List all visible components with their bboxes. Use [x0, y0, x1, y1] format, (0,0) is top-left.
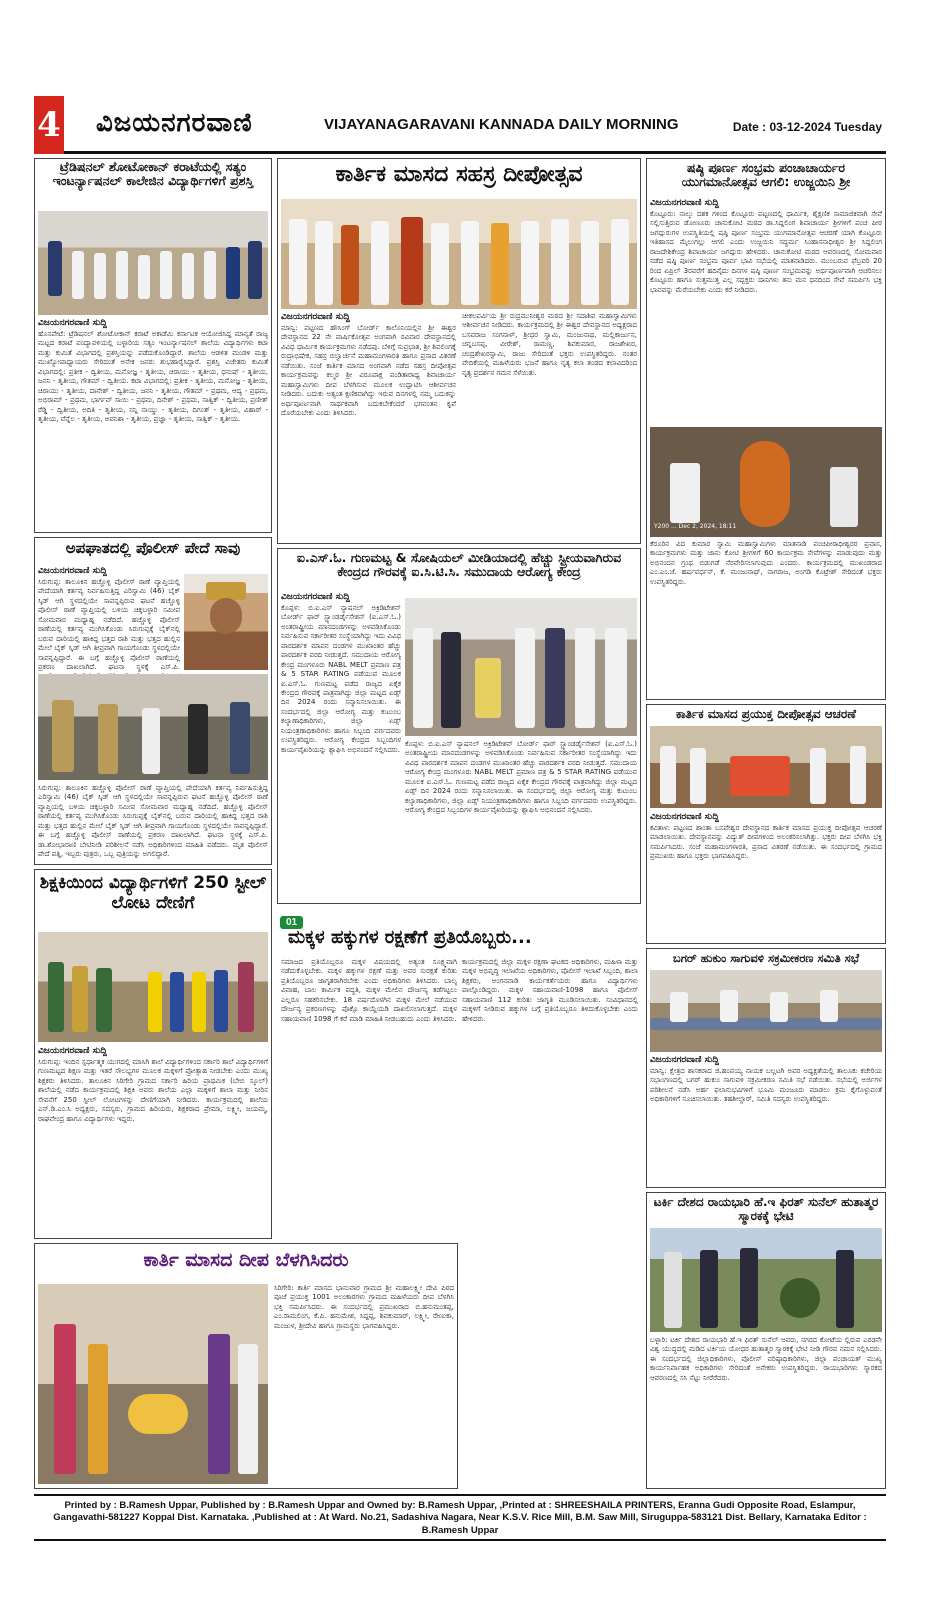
- bagar-headline: ಬಗರ್ ಹುಕುಂ ಸಾಗುವಳಿ ಸಕ್ರಮೀಕರಣ ಸಮಿತಿ ಸಭೆ: [672, 951, 860, 965]
- shashti-byline: ವಿಜಯನಗರವಾಣಿ ಸುದ್ದಿ: [650, 198, 719, 208]
- turkey-memorial-photo: [650, 1228, 882, 1332]
- karate-body: ಹೊಸಪೇಟೆ: ಟ್ರೆಡಿಷನಲ್ ಶೋಟೋಕಾನ್ ಕರಾಟೆ ಅಕಾಡೆಮಿ ಕರ್ನಾಟಕ ಆಯೋಜಿಸಿದ್ದ ಮಾನ್ಯತೆ ರಾಜ್ಯ ಮಟ್ಟದ ಕರಾಟೆ ಪಂದ್ಯಾವಳಿಯಲ್ಲಿ ಬಳ್ಳಾರಿಯ ಸತ್ಯಂ ಇಂಟರ್ನ್ಯಾಷನಲ್ ಶಾಲೆಯ ವಿದ್ಯಾರ್ಥಿಗಳು ಕಟಾ ಮತ್ತು ಕುಮಿತೆ ವಿಭಾಗದಲ್ಲಿ ಪ್ರಶಸ್ತಿಯನ್ನು ಪಡೆದುಕೊಂಡಿದ್ದಾರೆ. ಶಾಲೆಯ ಆಡಳಿತ ಮಂಡಳಿ ಮತ್ತು ಮುಖ್ಯೋಪಾಧ್ಯಾಯರು ಸೇರಿದಂತೆ ಅನೇಕ ಜನರು ಶುಭಹಾರೈಸಿದ್ದಾರೆ. ಪ್ರಶಸ್ತಿ ವಿಜೇತರು ಕುಮಿತೆ ವಿಭಾಗದಲ್ಲಿ: ಪ್ರತೀಕ - ದ್ವಿತೀಯ, ಮನೋಜ್ಞ - ತೃತೀಯ, ಚಿರಾಯು - ತೃತೀಯ, ಧನುಷ್ - ತೃತೀಯ, ಜನನಿ - ತೃತೀಯ, ಗೌತಮ್ - ದ್ವಿತೀಯ. ಕಟಾ ವಿಭಾಗದಲ್ಲಿ: ಪ್ರತೀಕ - ತೃತೀಯ, ಮನೋಜ್ಞ - ತೃತೀಯ, ಚಿರಾಯು - ತೃತೀಯ, ದಾನೇಶ್ - ದ್ವಿತೀಯ, ಜನನಿ - ತೃತೀಯ, ಗೌತಮ್ - ಪ್ರಥಮ, ಆದ್ಯ - ಪ್ರಥಮ, ಅಭಿರಾಮ್ - ಪ್ರಥಮ, ಭಾರ್ಗವ್ ಸಾಯಿ - ಪ್ರಥಮ, ದಿನೇಶ್ - ಪ್ರಥಮ, ಸಾತ್ವಿಕ್ - ದ್ವಿತೀಯ, ಪ್ರಣೀತ್ ರೆಡ್ಡಿ - ದ್ವಿತೀಯ, ಅದಿತಿ - ತೃತೀಯ, ಸನ್ನಿ ನಾಯ್ಡು - ತೃತೀಯ, ದಿಗಂತ್ - ತೃತೀಯ, ವಿಹಾರ್ - ತೃತೀಯ, ವೆನ್ನೆಲ - ತೃತೀಯ, ಅವನಿಶಾ - ತೃತೀಯ, ಪ್ರಜ್ಞಾ - ತೃತೀಯ, ಸಾತ್ವಿಕ್ - ತೃತೀಯ.: [38, 330, 268, 423]
- shashti-headline: ಷಷ್ಠಿ ಪೂರ್ಣ ಸಂಭ್ರಮ ಪಂಚಾಚಾರ್ಯರ ಯುಗಮಾನೋತ್ಸವ ಆಗಲಿ: ಉಜ್ಜಯಿನಿ ಶ್ರೀ: [681, 160, 851, 190]
- bagar-meeting-photo: [650, 970, 882, 1052]
- masthead: [34, 96, 886, 154]
- deepa-photo: [38, 1284, 268, 1484]
- police-body-intro: ಸಿರುಗುಪ್ಪ: ತಾಲೂಕಿನ ಹಚ್ಚೊಳ್ಳಿ ಪೊಲೀಸ್ ಠಾಣೆ ವ್ಯಾಪ್ತಿಯಲ್ಲಿ ಪೇದೆಯಾಗಿ ಕರ್ತವ್ಯ ನಿರ್ವಹಿಸುತ್ತಿದ್ದ ಎರಿಸ್ವಾಮಿ (46) ಬೈಕ್ ಸ್ಕಿಡ್ ಆಗಿ ಸ್ಥಳದಲ್ಲಿಯೇ ಸಾವನ್ನಪ್ಪಿರುವ ಘಟನೆ ಹಚ್ಚೊಳ್ಳಿ ಪೊಲೀಸ್ ಠಾಣೆ ವ್ಯಾಪ್ತಿಯಲ್ಲಿ ಬಳಿಯ ಚಿಕ್ಕಬಳ್ಳಾರಿ ಸಮೀಪ ಸೋಮವಾರ ಮಧ್ಯಾಹ್ನ ನಡೆದಿದೆ. ಹಚ್ಚೊಳ್ಳಿ ಪೊಲೀಸ್ ಠಾಣೆಯಲ್ಲಿ ಕರ್ತವ್ಯ ಮುಗಿಸಿಕೊಂಡು ಸಿರುಗುಪ್ಪಕ್ಕೆ ಬೈಕ್‌ನಲ್ಲಿ ಬರುವ ದಾರಿಯಲ್ಲಿ ಹಾಕಿದ್ದ ಭತ್ತದ ರಾಶಿ ಮತ್ತು ಭತ್ತದ ಹುಲ್ಲಿನ ಮೇಲೆ ಬೈಕ್ ಸ್ಕಿಡ್ ಆಗಿ ತೀವ್ರವಾಗಿ ಗಾಯಗೊಂಡು ಸ್ಥಳದಲ್ಲಿಯೇ ಸಾವನ್ನಪ್ಪಿದ್ದಾರೆ. ಈ ಬಗ್ಗೆ ಹಚ್ಚೊಳ್ಳಿ ಪೊಲೀಸ್ ಠಾಣೆಯಲ್ಲಿ ಪ್ರಕರಣ ದಾಖಲಾಗಿದೆ. ಘಟನಾ ಸ್ಥಳಕ್ಕೆ ಎಸ್.ಪಿ.: [38, 578, 180, 671]
- ecrc-body: ಕೊಪ್ಪಳ: ಬಿ.ಐ.ಎಸ್ ನ್ಯಾಷನಲ್ ಅಕ್ರಿಡಿಟೇಶನ್ ಬೋರ್ಡ್ ಫಾರ್ ಸ್ಟ್ಯಾಂಡರ್ಡೈಸೇಶನ್ (ಐ.ಎಸ್.ಓ.) ಅಂತರಾಷ್ಟ್ರೀಯ ಮಾನದಂಡಗಳನ್ನು ಅಳವಡಿಸಿಕೊಂಡು ನಿರ್ವಹಿಸುವ ಸರ್ಕಾರೀತರ ಸಂಸ್ಥೆಯಾಗಿದ್ದು ಇದು ವಿವಿಧ ಪಾರದರ್ಶಕ ಮಾಪನ ದಂಡಗಳ ಮುಖಾಂತರ ಹೆಚ್ಚು ಪಾರದರ್ಶಕ ವರದಿ ನೀಡುತ್ತದೆ. ಸಮುದಾಯ ಆರೋಗ್ಯ ಕೇಂದ್ರ ಮಂಗಳೂರು NABL MELT ಪ್ರಮಾಣ ಪತ್ರ & 5 STAR RATING ಪಡೆಯುವ ಮೂಲಕ ಐ.ಎಸ್.ಓ. ಗುಣಮಟ್ಟ ಪಡೆದ ರಾಜ್ಯದ ಏಕೈಕ ಕೇಂದ್ರದ ಗೌರವಕ್ಕೆ ಪಾತ್ರವಾಗಿದ್ದು ಜಿಲ್ಲಾ ಮಟ್ಟದ ಏಡ್ಸ್ ದಿನ 2024 ರಂದು ಸನ್ಮಾನಿಸಲಾಯಿತು. ಈ ಸಂದರ್ಭದಲ್ಲಿ ಜಿಲ್ಲಾ ಆರೋಗ್ಯ ಮತ್ತು ಕುಟುಂಬ ಕಲ್ಯಾಣಾಧಿಕಾರಿಗಳು, ಜಿಲ್ಲಾ ಏಡ್ಸ್ ನಿಯಂತ್ರಣಾಧಿಕಾರಿಗಳು ಹಾಗೂ ಸಿಬ್ಬಂದಿ ವರ್ಗದವರು ಉಪಸ್ಥಿತರಿದ್ದರು. ಆರೋಗ್ಯ ಕೇಂದ್ರದ ಸಿಬ್ಬಂದಿಗಳ ಕಾರ್ಯವೈಖರಿಯನ್ನು ಶ್ಲಾಘಿಸಿ ಅಭಿನಂದನೆ ಸಲ್ಲಿಸಿದರು.: [281, 604, 401, 754]
- children-body-right: ಕಾರ್ಯಕ್ರಮದಲ್ಲಿ ಜಿಲ್ಲಾ ಮಕ್ಕಳ ರಕ್ಷಣಾ ಘಟಕದ ಅಧಿಕಾರಿಗಳು, ಮಹಿಳಾ ಮತ್ತು ಮಕ್ಕಳ ಅಭಿವೃದ್ಧಿ ಇಲಾಖೆಯ ಅಧಿಕಾರಿಗಳು, ಪೊಲೀಸ್ ಇಲಾಖೆ ಸಿಬ್ಬಂದಿ, ಶಾಲಾ ಶಿಕ್ಷಕರು, ಅಂಗನವಾಡಿ ಕಾರ್ಯಕರ್ತೆಯರು ಹಾಗೂ ವಿದ್ಯಾರ್ಥಿಗಳು ಪಾಲ್ಗೊಂಡಿದ್ದರು. ಮಕ್ಕಳ ಸಹಾಯವಾಣಿ-1098 ಹಾಗೂ ಪೊಲೀಸ್ ಸಹಾಯವಾಣಿ 112 ಕುರಿತು ಜಾಗೃತಿ ಮೂಡಿಸಲಾಯಿತು. ಸಂವಿಧಾನದಲ್ಲಿ ಮಕ್ಕಳಿಗೆ ನೀಡಿರುವ ಹಕ್ಕುಗಳ ಬಗ್ಗೆ ಪ್ರತಿಯೊಬ್ಬರೂ ತಿಳಿದುಕೊಳ್ಳಬೇಕು ಎಂದು ಹೇಳಿದರು.: [462, 958, 638, 1023]
- turkey-headline: ಟರ್ಕಿ ದೇಶದ ರಾಯಭಾರಿ ಹೆ.ಇ ಫಿರತ್ ಸುನೆಲ್ ಹುತಾತ್ಮರ ಸ್ಮಾರಕಕ್ಕೆ ಭೇಟಿ: [653, 1195, 879, 1223]
- masthead-english-title: VIJAYANAGARAVANI KANNADA DAILY MORNING: [324, 116, 679, 133]
- karate-headline: ಟ್ರೆಡಿಷನಲ್ ಶೋಟೋಕಾನ್ ಕರಾಟೆಯಲ್ಲಿ ಸತ್ಯಂ ಇಂಟರ್ನ್ಯಾಷನಲ್ ಕಾಲೇಜಿನ ವಿದ್ಯಾರ್ಥಿಗಳಿಗೆ ಪ್ರಶಸ್ತಿ: [52, 159, 254, 189]
- masthead-title: ವಿಜಯನಗರವಾಣಿ: [96, 108, 253, 138]
- teacher-body: ಸಿರುಗುಪ್ಪ: ಇಂದಿನ ಸ್ಪರ್ಧಾತ್ಮಕ ಯುಗದಲ್ಲಿ ಮಾಸಿಗಿ ಶಾಲೆ ವಿದ್ಯಾರ್ಥಿಗಳಿಂದ ಸರ್ಕಾರಿ ಶಾಲೆ ವಿದ್ಯಾರ್ಥಿಗಳಿಗೆ ಗುಣಮಟ್ಟದ ಶಿಕ್ಷಣ ಮತ್ತು ಇತರೆ ಸೌಲಭ್ಯಗಳ ಮೂಲಕ ಮಕ್ಕಳಿಗೆ ಪ್ರೋತ್ಸಾಹ ನೀಡಬೇಕು ಎಂದು ಮುಖ್ಯ ಶಿಕ್ಷಕರು ತಿಳಿಸಿದರು. ತಾಲೂಕಿನ ಸಿರಿಗೇರಿ ಗ್ರಾಮದ ಸರ್ಕಾರಿ ಹಿರಿಯ ಪ್ರಾಥಮಿಕ (ಬೇಬಿ ಸ್ಕೂಲ್) ಶಾಲೆಯಲ್ಲಿ ನಡೆದ ಕಾರ್ಯಕ್ರಮದಲ್ಲಿ ಶಿಕ್ಷಕಿ ಅವರು ಶಾಲೆಯ ಎಲ್ಲಾ ಮಕ್ಕಳಿಗೆ ಶಾಲಾ ಮತ್ತು ನೀರಿನ ಸೇವನೆಗೆ 250 ಸ್ಟೀಲ್ ಲೋಟಗಳನ್ನು ದೇಣಿಗೆಯಾಗಿ ನೀಡಿದರು. ಕಾರ್ಯಕ್ರಮದಲ್ಲಿ ಶಾಲೆಯ ಎಸ್.ಡಿ.ಎಂ.ಸಿ ಅಧ್ಯಕ್ಷರು, ಸದಸ್ಯರು, ಗ್ರಾಮದ ಹಿರಿಯರು, ಶಿಕ್ಷಕರಾದ ಪ್ರೇಮಾ, ಲಕ್ಷ್ಮೀ, ಜಯಮ್ಮ, ರಾಘವೇಂದ್ರ ಹಾಗೂ ವಿದ್ಯಾರ್ಥಿಗಳು ಇದ್ದರು.: [38, 1058, 268, 1123]
- bagar-body: ಮಾನ್ವಿ: ಕ್ಷೇತ್ರದ ಶಾಸಕರಾದ ಜಿ.ಹಂಪಯ್ಯ ನಾಯಕ ಬಲ್ಲಟಗಿ ಅವರ ಅಧ್ಯಕ್ಷತೆಯಲ್ಲಿ ತಾಲೂಕು ಕಚೇರಿಯ ಸಭಾಂಗಣದಲ್ಲಿ ಬಗರ್ ಹುಕುಂ ಸಾಗುವಳಿ ಸಕ್ರಮೀಕರಣ ಸಮಿತಿ ಸಭೆ ನಡೆಯಿತು. ಸಭೆಯಲ್ಲಿ ಅರ್ಜಿಗಳ ಪರಿಶೀಲನೆ ನಡೆಸಿ ಅರ್ಹ ಫಲಾನುಭವಿಗಳಿಗೆ ಭೂಮಿ ಮಂಜೂರು ಮಾಡಲು ಕ್ರಮ ಕೈಗೊಳ್ಳುವಂತೆ ಅಧಿಕಾರಿಗಳಿಗೆ ಸೂಚಿಸಲಾಯಿತು. ತಹಶೀಲ್ದಾರ್, ಸಮಿತಿ ಸದಸ್ಯರು ಉಪಸ್ಥಿತರಿದ್ದರು.: [650, 1067, 882, 1104]
- karate-photo: [38, 211, 268, 315]
- issue-date: Date : 03-12-2024 Tuesday: [732, 120, 882, 134]
- police-byline: ವಿಜಯನಗರವಾಣಿ ಸುದ್ದಿ: [38, 566, 107, 576]
- deepotsava-byline: ವಿಜಯನಗರವಾಣಿ ಸುದ್ದಿ: [281, 312, 350, 322]
- karthika2-byline: ವಿಜಯನಗರವಾಣಿ ಸುದ್ದಿ: [650, 812, 719, 822]
- page-number: 4: [34, 96, 64, 154]
- karthika2-photo: [650, 726, 882, 808]
- turkey-body: ಬಳ್ಳಾರಿ: ಟರ್ಕಿ ದೇಶದ ರಾಯಭಾರಿ ಹೆ.ಇ ಫಿರತ್ ಸುನೆಲ್ ಅವರು, ನಗರದ ಕೋಟೆಯ ಲ್ಲಿರುವ ಎರಡನೇ ವಿಶ್ವ ಯುದ್ಧದಲ್ಲಿ ಮಡಿದ ಟರ್ಕಿಯ ಯೋಧರ ಹುತಾತ್ಮರ ಸ್ಮಾರಕಕ್ಕೆ ಭೇಟಿ ನೀಡಿ ಗೌರವ ನಮನ ಸಲ್ಲಿಸಿದರು. ಈ ಸಂದರ್ಭದಲ್ಲಿ ಜಿಲ್ಲಾಧಿಕಾರಿಗಳು, ಪೊಲೀಸ್ ವರಿಷ್ಠಾಧಿಕಾರಿಗಳು, ಜಿಲ್ಲಾ ಪಂಚಾಯತ್ ಮುಖ್ಯ ಕಾರ್ಯನಿರ್ವಾಹಕ ಅಧಿಕಾರಿಗಳು ಸೇರಿದಂತೆ ಅನೇಕರು ಉಪಸ್ಥಿತರಿದ್ದರು. ರಾಯಭಾರಿಗಳು ಸ್ಮಾರಕದ ಆವರಣದಲ್ಲಿ ಸಸಿ ನೆಟ್ಟು ನೀರೆರೆದರು.: [650, 1336, 882, 1382]
- deepa-headline: ಕಾರ್ತಿ ಮಾಸದ ದೀಪ ಬೆಳಗಿಸಿದರು: [143, 1249, 349, 1271]
- ecrc-headline: ಐ.ಎಸ್.ಓ. ಗುಣಮಟ್ಟ & ಸೋಷಿಯಲ್ ಮೀಡಿಯಾದಲ್ಲಿ ಹೆಚ್ಚು ಸ್ಟ್ರೀಯವಾಗಿರುವ ಕೇಂದ್ರದ ಗೌರವಕ್ಕೆ ಐ.ಸಿ.ಟಿ.ಸಿ. ಸಮುದಾಯ ಆರೋಗ್ಯ ಕೇಂದ್ರ: [296, 550, 622, 580]
- children-body-left: ಸಮಾಜದ ಪ್ರತಿಯೊಬ್ಬರೂ ಮಕ್ಕಳ ವಿಷಯದಲ್ಲಿ ಅತ್ಯಂತ ಸೂಕ್ಷ್ಮವಾಗಿ ನಡೆದುಕೊಳ್ಳಬೇಕು. ಮಕ್ಕಳ ಹಕ್ಕುಗಳ ರಕ್ಷಣೆ ಮತ್ತು ಅವರ ಸುರಕ್ಷತೆ ಕುರಿತು ಪ್ರತಿಯೊಬ್ಬರೂ ಜಾಗೃತರಾಗಿರಬೇಕು ಎಂದು ಅಧಿಕಾರಿಗಳು ತಿಳಿಸಿದರು. ಬಾಲ್ಯ ವಿವಾಹ, ಬಾಲ ಕಾರ್ಮಿಕ ಪದ್ಧತಿ, ಮಕ್ಕಳ ಮೇಲಿನ ದೌರ್ಜನ್ಯ ತಡೆಗಟ್ಟಲು ಎಲ್ಲರೂ ಸಹಕರಿಸಬೇಕು. 18 ವರ್ಷದೊಳಗಿನ ಮಕ್ಕಳ ಮೇಲೆ ನಡೆಯುವ ದೌರ್ಜನ್ಯ ಪ್ರಕರಣಗಳನ್ನು ಪೊಕ್ಸೊ ಕಾಯ್ದೆಯಡಿ ದಾಖಲಿಸಲಾಗುತ್ತದೆ. ಮಕ್ಕಳ ಸಹಾಯವಾಣಿ 1098 ಗೆ ಕರೆ ಮಾಡಿ ಮಾಹಿತಿ ನೀಡಬಹುದು ಎಂದು ತಿಳಿಸಿದರು.: [281, 958, 457, 1023]
- deepotsava-photo: [281, 199, 637, 309]
- teacher-photo: [38, 932, 268, 1042]
- teacher-headline: ಶಿಕ್ಷಕಿಯಿಂದ ವಿದ್ಯಾರ್ಥಿಗಳಿಗೆ 250 ಸ್ಟೀಲ್ ಲೋಟ ದೇಣಿಗೆ: [39, 873, 267, 913]
- imprint-footer: Printed by : B.Ramesh Uppar, Published by : B.Ramesh Uppar and Owned by: B.Ramesh Uppar, ,Printed at : SHREESHAILA PRINTERS, Eranna Gudi Opposite Road, Eslampur, Gangavathi-581227 Koppal Dist. Karnataka. ,Published at : At Ward. No.21, Sadashiva Nagara, Near K.S.V. Rice Mill, B.M. Saw Mill, Siruguppa-583121 Dist. Bellary, Karnataka Editor : B.Ramesh Uppar: [34, 1494, 886, 1541]
- ecrc-body-right: ಕೊಪ್ಪಳ: ಬಿ.ಐ.ಎಸ್ ನ್ಯಾಷನಲ್ ಅಕ್ರಿಡಿಟೇಶನ್ ಬೋರ್ಡ್ ಫಾರ್ ಸ್ಟ್ಯಾಂಡರ್ಡೈಸೇಶನ್ (ಐ.ಎಸ್.ಓ.) ಅಂತರಾಷ್ಟ್ರೀಯ ಮಾನದಂಡಗಳನ್ನು ಅಳವಡಿಸಿಕೊಂಡು ನಿರ್ವಹಿಸುವ ಸರ್ಕಾರೀತರ ಸಂಸ್ಥೆಯಾಗಿದ್ದು ಇದು ವಿವಿಧ ಪಾರದರ್ಶಕ ಮಾಪನ ದಂಡಗಳ ಮುಖಾಂತರ ಹೆಚ್ಚು ಪಾರದರ್ಶಕ ವರದಿ ನೀಡುತ್ತದೆ. ಸಮುದಾಯ ಆರೋಗ್ಯ ಕೇಂದ್ರ ಮಂಗಳೂರು NABL MELT ಪ್ರಮಾಣ ಪತ್ರ & 5 STAR RATING ಪಡೆಯುವ ಮೂಲಕ ಐ.ಎಸ್.ಓ. ಗುಣಮಟ್ಟ ಪಡೆದ ರಾಜ್ಯದ ಏಕೈಕ ಕೇಂದ್ರದ ಗೌರವಕ್ಕೆ ಪಾತ್ರವಾಗಿದ್ದು ಜಿಲ್ಲಾ ಮಟ್ಟದ ಏಡ್ಸ್ ದಿನ 2024 ರಂದು ಸನ್ಮಾನಿಸಲಾಯಿತು. ಈ ಸಂದರ್ಭದಲ್ಲಿ ಜಿಲ್ಲಾ ಆರೋಗ್ಯ ಮತ್ತು ಕುಟುಂಬ ಕಲ್ಯಾಣಾಧಿಕಾರಿಗಳು, ಜಿಲ್ಲಾ ಏಡ್ಸ್ ನಿಯಂತ್ರಣಾಧಿಕಾರಿಗಳು ಹಾಗೂ ಸಿಬ್ಬಂದಿ ವರ್ಗದವರು ಉಪಸ್ಥಿತರಿದ್ದರು. ಆರೋಗ್ಯ ಕೇಂದ್ರದ ಸಿಬ್ಬಂದಿಗಳ ಕಾರ್ಯವೈಖರಿಯನ್ನು ಶ್ಲಾಘಿಸಿ ಅಭಿನಂದನೆ ಸಲ್ಲಿಸಿದರು.: [405, 740, 637, 815]
- children-tag: 01: [280, 910, 303, 929]
- police-headline: ಅಪಘಾತದಲ್ಲಿ ಪೊಲೀಸ್ ಪೇದೆ ಸಾವು: [65, 539, 241, 557]
- deepotsava-body-left: ಮಾನ್ವಿ: ಪಟ್ಟಣದ ಹೌಸಿಂಗ್ ಬೋರ್ಡ್ ಕಾಲೊನಿಯಲ್ಲಿನ ಶ್ರೀ ಈಶ್ವರ ದೇವಸ್ಥಾನದ 22 ನೇ ವಾರ್ಷಿಕೋತ್ಸವ ಅಂಗವಾಗಿ ರವಿವಾರ ದೇವಸ್ಥಾನದಲ್ಲಿ ವಿವಿಧ ಧಾರ್ಮಿಕ ಕಾರ್ಯಕ್ರಮಗಳು ನಡೆದವು. ಬೆಳಿಗ್ಗೆ ಸುಪ್ರಭಾತ, ಶ್ರೀ ಶಿವಲಿಂಗಕ್ಕೆ ರುದ್ರಾಭಿಷೇಕ, ಸಹಸ್ರ ಬಿಲ್ವಾರ್ಚನೆ ಮಹಾಮಂಗಳಾರತಿ ಹಾಗೂ ಪ್ರಸಾದ ವಿತರಣೆ ನಡೆಯಿತು. ಸಂಜೆ ಕಾರ್ತಿಕ ಮಾಸದ ಅಂಗವಾಗಿ ನಡೆದ ಸಹಸ್ರ ದೀಪೋತ್ಸವ ಕಾರ್ಯಕ್ರಮವನ್ನು ಕಲ್ಮಠ ಶ್ರೀ ವಿರೂಪಾಕ್ಷ ಪಂಡಿತಾರಾಧ್ಯ ಶಿವಾಚಾರ್ಯ ಮಹಾಸ್ವಾಮಿಗಳು ದೀಪ ಬೆಳಗಿಸುವ ಮೂಲಕ ಉದ್ಘಾಟಿಸಿ ಆಶೀರ್ವಚನ ನೀಡಿದರು. ಬದುಕು ಅತ್ಯಂತ ಕ್ಷಣಿಕವಾಗಿದ್ದು ಇರುವ ದಿನಗಳಲ್ಲಿ ನಮ್ಮ ಬದುಕನ್ನು ಅರ್ಥಪೂರ್ಣವಾಗಿ ಸಾರ್ಥಕವಾಗಿ ಬದುಕಬೇಕೆಂದರೆ ಭಗವಂತನ ಕೃಪೆ ದೊರೆಯಬೇಕು ಎಂದು ತಿಳಿಸಿದರು.: [281, 324, 456, 417]
- deepotsava-headline: ಕಾರ್ತಿಕ ಮಾಸದ ಸಹಸ್ರ ದೀಪೋತ್ಸವ: [335, 162, 583, 187]
- accident-photo: [38, 674, 268, 780]
- karthika2-headline: ಕಾರ್ತಿಕ ಮಾಸದ ಪ್ರಯುಕ್ತ ದೀಪೋತ್ಸವ ಆಚರಣೆ: [676, 707, 856, 721]
- police-body: ಸಿರುಗುಪ್ಪ: ತಾಲೂಕಿನ ಹಚ್ಚೊಳ್ಳಿ ಪೊಲೀಸ್ ಠಾಣೆ ವ್ಯಾಪ್ತಿಯಲ್ಲಿ ಪೇದೆಯಾಗಿ ಕರ್ತವ್ಯ ನಿರ್ವಹಿಸುತ್ತಿದ್ದ ಎರಿಸ್ವಾಮಿ (46) ಬೈಕ್ ಸ್ಕಿಡ್ ಆಗಿ ಸ್ಥಳದಲ್ಲಿಯೇ ಸಾವನ್ನಪ್ಪಿರುವ ಘಟನೆ ಹಚ್ಚೊಳ್ಳಿ ಪೊಲೀಸ್ ಠಾಣೆ ವ್ಯಾಪ್ತಿಯಲ್ಲಿ ಬಳಿಯ ಚಿಕ್ಕಬಳ್ಳಾರಿ ಸಮೀಪ ಸೋಮವಾರ ಮಧ್ಯಾಹ್ನ ನಡೆದಿದೆ. ಹಚ್ಚೊಳ್ಳಿ ಪೊಲೀಸ್ ಠಾಣೆಯಲ್ಲಿ ಕರ್ತವ್ಯ ಮುಗಿಸಿಕೊಂಡು ಸಿರುಗುಪ್ಪಕ್ಕೆ ಬೈಕ್‌ನಲ್ಲಿ ಬರುವ ದಾರಿಯಲ್ಲಿ ಹಾಕಿದ್ದ ಭತ್ತದ ರಾಶಿ ಮತ್ತು ಭತ್ತದ ಹುಲ್ಲಿನ ಮೇಲೆ ಬೈಕ್ ಸ್ಕಿಡ್ ಆಗಿ ತೀವ್ರವಾಗಿ ಗಾಯಗೊಂಡು ಸ್ಥಳದಲ್ಲಿಯೇ ಸಾವನ್ನಪ್ಪಿದ್ದಾರೆ. ಈ ಬಗ್ಗೆ ಹಚ್ಚೊಳ್ಳಿ ಪೊಲೀಸ್ ಠಾಣೆಯಲ್ಲಿ ಪ್ರಕರಣ ದಾಖಲಾಗಿದೆ. ಘಟನಾ ಸ್ಥಳಕ್ಕೆ ಎಸ್.ಪಿ. ಡಾ.ಶೋಭಾರಾಣಿ ಬೇಟಿನೀಡಿ ಪರಿಶೀಲನೆ ನಡೆಸಿ ಅಧಿಕಾರಿಗಳಿಂದ ಮಾಹಿತಿ ಪಡೆದರು. ಮೃತ ಪೊಲೀಸ್ ಪೇದೆ ಪತ್ನಿ, ಇಬ್ಬರು ಪುತ್ರರು, ಒಬ್ಬ ಪುತ್ರಿಯನ್ನು ಅಗಲಿದ್ದಾರೆ.: [38, 784, 268, 859]
- ecrc-byline: ವಿಜಯನಗರವಾಣಿ ಸುದ್ದಿ: [281, 592, 350, 602]
- shashti-body-2: ಕೆರೂರಿನ ವಿದ ಕುಮಾರ ಸ್ವಾಮಿ ಮಹಾಸ್ವಾಮಿಗಳು ಮಾತನಾಡಿ ಪಂಚಪೀಠಾಧೀಶ್ವರರ ಪ್ರವಾಸ, ಕಾರ್ಯಕ್ರಮಗಳು ಮತ್ತು ಜಾನು ಕೋಟಿ ಶ್ರೀಗಳಿಗೆ 60 ಕಾರ್ಯಕ್ರಮ ಸೇವೆಗಳನ್ನು ಮಾಡುವುದು ಮತ್ತು ಅಭಿನಂದನ ಗ್ರಂಥ ಬಿಡುಗಡೆ ನೆರವೇರಿಸಲಾಗುವುದು ಎಂದರು. ಕಾರ್ಯಕ್ರಮದಲ್ಲಿ ಮುಖಂಡರಾದ ಎಂ.ಎಂ.ಜೆ. ಹರ್ಷವರ್ಧನ್, ಕೆ. ಮಂಜುನಾಥ್, ನಾಗರಾಜ, ಅಂಗಡಿ ಕೊಟ್ರೇಶ್ ಸೇರಿದಂತೆ ಭಕ್ತರು ಉಪಸ್ಥಿತರಿದ್ದರು.: [650, 540, 882, 586]
- deepotsava-body-right: ಚೀಕಲಪರ್ವಿಯ ಶ್ರೀ ರುದ್ರಮುನೀಶ್ವರ ಮಠದ ಶ್ರೀ ಸದಾಶಿವ ಮಹಾಸ್ವಾಮಿಗಳು ಆಶೀರ್ವಚನ ನೀಡಿದರು. ಕಾರ್ಯಕ್ರಮದಲ್ಲಿ ಶ್ರೀ ಈಶ್ವರ ದೇವಸ್ಥಾನದ ಅಧ್ಯಕ್ಷರಾದ ಬಸವರಾಜ ಸಂಗನಾಳ್, ಶ್ರೀಧರ ಸ್ವಾಮಿ, ಮಂಜುನಾಥ, ಮಲ್ಲಿಕಾರ್ಜುನ, ಚನ್ನಬಸಪ್ಪ, ವೀರೇಶ್, ರಾಮಣ್ಣ, ಶಿವಕುಮಾರ, ರಾಜಶೇಖರ, ಚಂದ್ರಶೇಖರಸ್ವಾಮಿ, ರಾಜು ಸೇರಿದಂತೆ ಭಕ್ತರು ಉಪಸ್ಥಿತರಿದ್ದರು. ನಂತರ ವೇದಿಕೆಯಲ್ಲಿ ಮಹಿಳೆಯರು ಭಜನೆ ಹಾಗೂ ನೃತ್ಯ ಕಲಾ ತಂಡದ ಕಲಾವಿದರಿಂದ ನೃತ್ಯ ಪ್ರದರ್ಶನ ಗಮನ ಸೆಳೆಯಿತು.: [462, 312, 637, 377]
- deepa-body: ಸಿರಿಗೇರಿ: ಕಾರ್ತಿ ಮಾಸದ ಭಾನುವಾರ ಗ್ರಾಮದ ಶ್ರೀ ಮಹಾಲಕ್ಷ್ಮೀ ದೇವಿ ಪಿಠದ ಪೂಜೆ ಪ್ರಯುಕ್ತ 1001 ಅಲಂಕಾರಗಳು ಗ್ರಾಮದ ಮಹಿಳೆಯರು ದೀಪ ಬೆಳಗಿಸಿ ಭಕ್ತಿ ಸಮರ್ಪಿಸಿದರು. ಈ ಸಂದರ್ಭದಲ್ಲಿ ಪ್ರಮುಖರಾದ ಬಿ.ಹನುಮಂತಪ್ಪ, ಎಂ.ರಾಮಲಿಂಗ, ಕೆ.ಪಿ. ಹನುಮೇಶ, ಸಿದ್ದಪ್ಪ, ಶಿವಕುಮಾರ್, ಲಕ್ಷ್ಮೀ, ರೇಣುಕಾ, ಮಂಜುಳ, ಶ್ರೀದೇವಿ ಹಾಗೂ ಗ್ರಾಮಸ್ಥರು ಭಾಗವಹಿಸಿದ್ದರು.: [274, 1284, 454, 1330]
- karthika2-body: ಕವಿತಾಳ: ಪಟ್ಟಣದ ಶಾಂತಾ ಬಸವೇಶ್ವರ ದೇವಸ್ಥಾನದ ಕಾರ್ತಿಕ ಮಾಸದ ಪ್ರಯುಕ್ತ ದೀಪೋತ್ಸವ ಆಚರಣೆ ಮಾಡಲಾಯಿತು. ದೇವಸ್ಥಾನವನ್ನು ವಿದ್ಯುತ್ ದೀಪಗಳಿಂದ ಅಲಂಕರಿಸಲಾಗಿತ್ತು. ಭಕ್ತರು ದೀಪ ಬೆಳಗಿಸಿ ಭಕ್ತಿ ಸಮರ್ಪಿಸಿದರು. ಸಂಜೆ ಮಹಾಮಂಗಳಾರತಿ, ಪ್ರಸಾದ ವಿತರಣೆ ನಡೆಯಿತು. ಈ ಸಂದರ್ಭದಲ್ಲಿ ಗ್ರಾಮದ ಪ್ರಮುಖರು ಹಾಗೂ ಭಕ್ತರು ಭಾಗವಹಿಸಿದ್ದರು.: [650, 824, 882, 861]
- shashti-body: ಕೊಟ್ಟೂರು: ನಾಲ್ಕು ದಶಕ ಗಳಿಂದ ಕೊಟ್ಟೂರು ಪಟ್ಟಣದಲ್ಲಿ ಧಾರ್ಮಿಕ, ಶೈಕ್ಷಣಿಕ ಸಾಮಾಜಿಕವಾಗಿ ಸೇವೆ ಸಲ್ಲಿಸುತ್ತಿರುವ ಡೋಣೂರು ಚಾನುಕೋಟಿ ಮಠದ ಡಾ.ಸಿದ್ದಲಿಂಗ ಶಿವಾಚಾರ್ಯ ಶ್ರೀಗಳಿಗೆ ಪಂಚ ಪೀಠ ಜಗದ್ಗುರುಗಳ ಉಪಸ್ಥಿತಿಯಲ್ಲಿ ಷಷ್ಠಿ ಪೂರ್ಣ ಸಂಭ್ರಮ ಯುಗಮಾನೋತ್ಸವ ಆಚರಣೆ ಯಾಗಿ ಕೊಟ್ಟೂರು ಇತಿಹಾಸದ ಮೈಲುಗಲ್ಲು ಆಗಲಿ ಎಂದು ಉಜ್ಜಯಿನಿ ಸದ್ಧರ್ಮ ಸಿಂಹಾಸನಾಧೀಶ್ವರ ಶ್ರೀ ಸಿದ್ದಲಿಂಗ ರಾಜದೇಶಿಕೇಂದ್ರ ಶಿವಾಚಾರ್ಯ ಜಗದ್ಗುರು ಹೇಳಿದರು. ಚಾನುಕೋಟಿ ಮಠದ ಆವರಣದಲ್ಲಿ ಸೋಮವಾರ ನಡೆದ ಷಷ್ಠಿ ಪೂರ್ಣ ಸಂಭ್ರಮ ಪೂರ್ವ ಭಾವಿ ಸಭೆಯಲ್ಲಿ ಮಾತನಾಡಿದರು. ಮುಂಬರುವ ಫೆಬ್ರವರಿ 20 ರಿಂದ ಏಪ್ರಿಲ್ 3ರವರೆಗೆ ಹದಿನೈದು ದಿನಗಳ ಷಷ್ಠಿ ಪೂರ್ಣ ಸಂಭ್ರಮವನ್ನು ಅರ್ಥಪೂರ್ಣವಾಗಿ ಆಚರಿಸಲು ಕೊಟ್ಟೂರು ಹಾಗೂ ಸುತ್ತಮುತ್ತ ಎಲ್ಲ ಸದ್ಭಕ್ತರು ದಾನಿಗಳು ತನು ಮನ ಧನದಿಂದ ಸೇವೆ ಸಮರ್ಪಿಸಿ ಭಕ್ತಿ ಭಾವವನ್ನು ಮೆರೆಯಬೇಕು ಎಂದು ಕರೆ ನೀಡಿದರು.: [650, 210, 882, 294]
- ecrc-award-photo: [405, 598, 637, 736]
- karate-byline: ವಿಜಯನಗರವಾಣಿ ಸುದ್ದಿ: [38, 318, 107, 328]
- photo-timestamp: Y200 ... Dec 2, 2024, 18:11: [654, 523, 737, 530]
- swamiji-photo: [650, 427, 882, 537]
- constable-portrait: [184, 574, 268, 670]
- teacher-byline: ವಿಜಯನಗರವಾಣಿ ಸುದ್ದಿ: [38, 1046, 107, 1056]
- children-headline: ಮಕ್ಕಳ ಹಕ್ಕುಗಳ ರಕ್ಷಣೆಗೆ ಪ್ರತಿಯೊಬ್ಬರು...: [288, 927, 532, 948]
- bagar-byline: ವಿಜಯನಗರವಾಣಿ ಸುದ್ದಿ: [650, 1055, 719, 1065]
